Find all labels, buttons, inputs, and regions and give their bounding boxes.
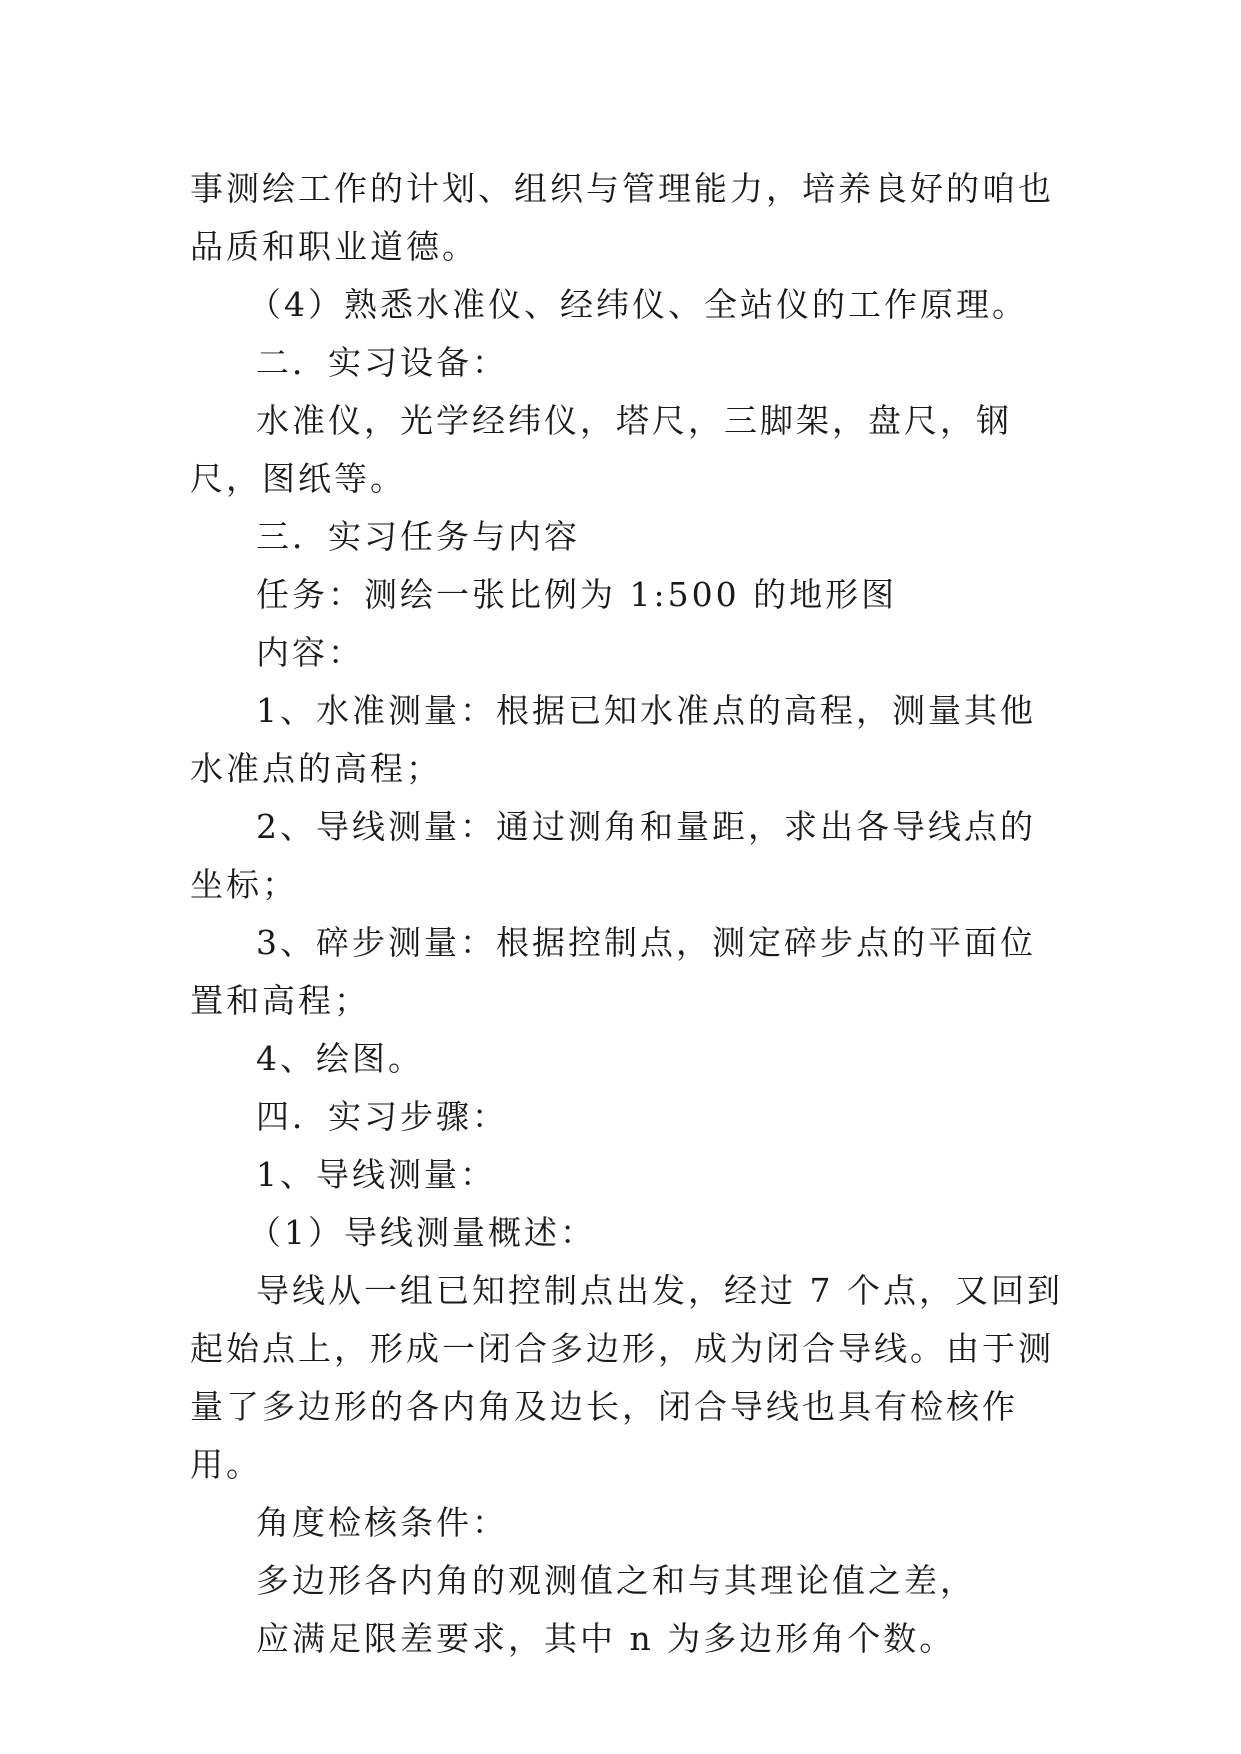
paragraph-angle-check-label: 角度检核条件： [256, 1503, 508, 1542]
subheading-traverse-overview: （1）导线测量概述： [248, 1213, 596, 1252]
paragraph-objective-4: （4）熟悉水准仪、经纬仪、全站仪的工作原理。 [248, 285, 1028, 324]
paragraph-tolerance-requirement: 应满足限差要求，其中 n 为多边形角个数。 [256, 1619, 956, 1658]
paragraph-content-label: 内容： [256, 633, 364, 672]
list-item-traverse: 2、导线测量：通过测角和量距，求出各导线点的坐标； [190, 807, 1036, 904]
section-heading-equipment: 二．实习设备： [256, 343, 508, 382]
list-item-drawing: 4、绘图。 [256, 1039, 424, 1078]
section-heading-steps: 四．实习步骤： [256, 1097, 508, 1136]
paragraph-continuation: 事测绘工作的计划、组织与管理能力，培养良好的咱也品质和职业道德。 [190, 169, 1054, 266]
paragraph-angle-check-condition: 多边形各内角的观测值之和与其理论值之差， [256, 1561, 976, 1600]
paragraph-traverse-description: 导线从一组已知控制点出发，经过 7 个点，又回到起始点上，形成一闭合多边形，成为闭合导线。由于测量了多边形的各内角及边长，闭合导线也具有检核作用。 [190, 1271, 1063, 1484]
list-item-leveling: 1、水准测量：根据已知水准点的高程，测量其他水准点的高程； [190, 691, 1036, 788]
subheading-traverse-survey: 1、导线测量： [256, 1155, 496, 1194]
body-text [190, 160, 1070, 1668]
list-item-detail-survey: 3、碎步测量：根据控制点，测定碎步点的平面位置和高程； [190, 923, 1036, 1020]
paragraph-equipment-list: 水准仪，光学经纬仪，塔尺，三脚架，盘尺，钢尺，图纸等。 [190, 401, 1012, 498]
paragraph-task: 任务：测绘一张比例为 1:500 的地形图 [256, 575, 898, 614]
section-heading-tasks: 三．实习任务与内容 [256, 517, 580, 556]
